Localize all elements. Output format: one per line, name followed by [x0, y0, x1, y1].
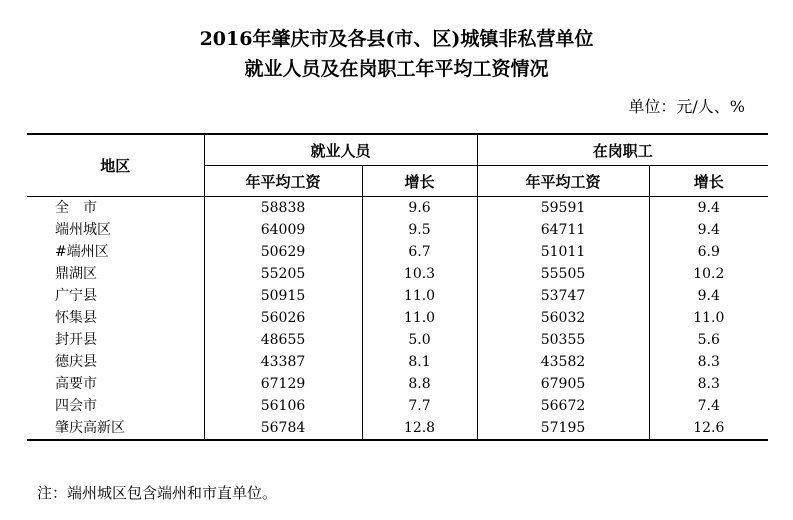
region-cell: 鼎湖区: [27, 263, 204, 285]
staff-growth-cell: 7.4: [649, 395, 768, 417]
table-row: [27, 329, 768, 351]
employed-avg-wage-cell: 56784: [204, 417, 362, 440]
region-cell: 怀集县: [27, 307, 204, 329]
employed-avg-wage-cell: 56026: [204, 307, 362, 329]
title-line-2: 就业人员及在岗职工年平均工资情况: [244, 58, 549, 80]
header-employed-growth: 增长: [362, 166, 477, 197]
staff-avg-wage-cell: 53747: [477, 285, 649, 307]
staff-avg-wage-cell: 50355: [477, 329, 649, 351]
table-row: [27, 417, 768, 440]
unit-label: 单位：元/人、%: [628, 97, 745, 116]
table-header-row-1: [27, 134, 768, 166]
header-employed-avg-wage: 年平均工资: [204, 166, 362, 197]
staff-avg-wage-cell: 67905: [477, 373, 649, 395]
employed-avg-wage-cell: 56106: [204, 395, 362, 417]
staff-growth-cell: 10.2: [649, 263, 768, 285]
staff-growth-cell: 8.3: [649, 351, 768, 373]
employed-growth-cell: 6.7: [362, 241, 477, 263]
staff-avg-wage-cell: 55505: [477, 263, 649, 285]
staff-avg-wage-cell: 43582: [477, 351, 649, 373]
employed-growth-cell: 5.0: [362, 329, 477, 351]
wage-table: [27, 133, 768, 441]
employed-growth-cell: 10.3: [362, 263, 477, 285]
employed-avg-wage-cell: 55205: [204, 263, 362, 285]
table-row: [27, 373, 768, 395]
employed-growth-cell: 7.7: [362, 395, 477, 417]
employed-growth-cell: 8.1: [362, 351, 477, 373]
region-cell: #端州区: [27, 241, 204, 263]
footnote: 注：端州城区包含端州和市直单位。: [37, 484, 278, 502]
title-line-1: 2016年肇庆市及各县(市、区)城镇非私营单位: [199, 28, 594, 50]
employed-growth-cell: 11.0: [362, 285, 477, 307]
employed-growth-cell: 9.6: [362, 197, 477, 220]
staff-avg-wage-cell: 56672: [477, 395, 649, 417]
table-row: [27, 351, 768, 373]
staff-avg-wage-cell: 59591: [477, 197, 649, 220]
table-row: [27, 307, 768, 329]
employed-avg-wage-cell: 50629: [204, 241, 362, 263]
header-staff-growth: 增长: [649, 166, 768, 197]
staff-avg-wage-cell: 57195: [477, 417, 649, 440]
staff-growth-cell: 5.6: [649, 329, 768, 351]
staff-avg-wage-cell: 56032: [477, 307, 649, 329]
staff-growth-cell: 12.6: [649, 417, 768, 440]
staff-avg-wage-cell: 51011: [477, 241, 649, 263]
region-cell: 端州城区: [27, 219, 204, 241]
region-cell: 封开县: [27, 329, 204, 351]
staff-avg-wage-cell: 64711: [477, 219, 649, 241]
employed-growth-cell: 8.8: [362, 373, 477, 395]
staff-growth-cell: 9.4: [649, 197, 768, 220]
staff-growth-cell: 6.9: [649, 241, 768, 263]
employed-avg-wage-cell: 58838: [204, 197, 362, 220]
table-row: [27, 395, 768, 417]
employed-avg-wage-cell: 64009: [204, 219, 362, 241]
header-employed-persons: 就业人员: [204, 134, 477, 166]
region-cell: 德庆县: [27, 351, 204, 373]
region-cell: 全 市: [27, 197, 204, 220]
table-body: [27, 197, 768, 441]
header-on-post-staff: 在岗职工: [477, 134, 768, 166]
region-cell: 四会市: [27, 395, 204, 417]
region-cell: 高要市: [27, 373, 204, 395]
header-region: 地区: [27, 134, 204, 197]
header-staff-avg-wage: 年平均工资: [477, 166, 649, 197]
table-row: [27, 285, 768, 307]
table-row: [27, 219, 768, 241]
staff-growth-cell: 9.4: [649, 219, 768, 241]
staff-growth-cell: 9.4: [649, 285, 768, 307]
employed-growth-cell: 12.8: [362, 417, 477, 440]
table-row: [27, 197, 768, 220]
region-cell: 肇庆高新区: [27, 417, 204, 440]
employed-growth-cell: 9.5: [362, 219, 477, 241]
employed-avg-wage-cell: 48655: [204, 329, 362, 351]
employed-avg-wage-cell: 43387: [204, 351, 362, 373]
table-row: [27, 263, 768, 285]
staff-growth-cell: 11.0: [649, 307, 768, 329]
employed-avg-wage-cell: 50915: [204, 285, 362, 307]
employed-growth-cell: 11.0: [362, 307, 477, 329]
region-cell: 广宁县: [27, 285, 204, 307]
employed-avg-wage-cell: 67129: [204, 373, 362, 395]
staff-growth-cell: 8.3: [649, 373, 768, 395]
table-row: [27, 241, 768, 263]
